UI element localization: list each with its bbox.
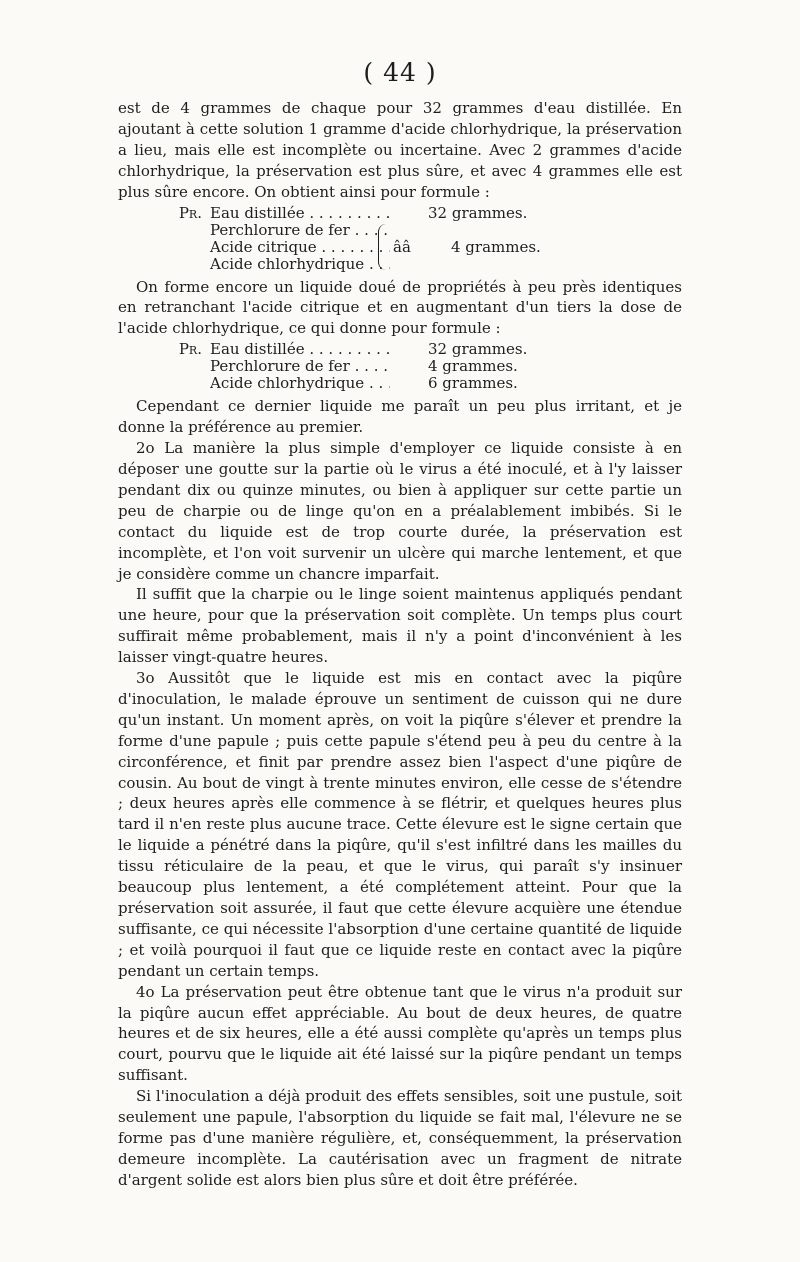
formula-ingredient: Acide citrique . . . [118, 239, 390, 256]
formula-row [118, 375, 682, 392]
formula-aa: ââ [393, 237, 411, 256]
formula-ingredient: Acide chlorhydrique . . . [210, 375, 390, 392]
formula-ingredient: Perchlorure de fer . . . [118, 222, 390, 239]
formula-row [118, 341, 682, 358]
paragraph: Il suffit que la charpie ou le linge soient maintenus appliqués pendant une heure, pour que la préservation soit complète. Un temps plus court suffirait même probablement, mais il n'y a point d'inconvénient à les laisser vingt-quatre heures. [118, 585, 682, 667]
formula-quantity: 4 grammes. [451, 237, 541, 256]
formula-ingredient: Eau distillée . . . [210, 205, 390, 222]
paragraph: 3o Aussitôt que le liquide est mis en contact avec la piqûre d'inoculation, le malade éprouve un sentiment de cuisson qui ne dure qu'un instant. Un moment après, on voit la piqûre s'élever et prendre la forme d'une papule ; puis cette papule s'étend peu à peu du centre à la circonférence, et finit par prendre assez bien l'aspect d'une piqûre de cousin. Au bout de vingt à trente minutes environ, elle cesse de s'étendre ; deux heures après elle commence à se flétrir, et quelques heures plus tard il n'en reste plus aucune trace. Cette élevure est le signe certain que le liquide a pénétré dans la piqûre, qu'il s'est infiltré dans les mailles du tissu réticulaire de la peau, et que le virus, qui paraît s'y insinuer beaucoup plus lentement, a été complétement atteint. Pour que la préservation soit assurée, il faut que cette élevure acquière une étendue suffisante, ce qui nécessite l'absorption d'une certaine quantité de liquide ; et voilà pourquoi il faut que ce liquide reste en contact avec la piqûre pendant un certain temps. [118, 669, 682, 980]
brace-symbol [378, 224, 389, 270]
formula-quantity: 6 grammes. [428, 374, 518, 393]
formula-1 [118, 205, 682, 273]
paragraph: On forme encore un liquide doué de propriétés à peu près identiques en retranchant l'acide citrique et en augmentant d'un tiers la dose de l'acide chlorhydrique, ce qui donne pour formule : [118, 277, 682, 338]
formula-quantity: 32 grammes. [428, 340, 528, 359]
formula-prescription-mark: Pr. [178, 340, 202, 359]
paragraph: Si l'inoculation a déjà produit des effets sensibles, soit une pustule, soit seulement une papule, l'absorption du liquide se fait mal, l'élevure ne se forme pas d'une manière régulière, et, conséquemment, la préservation demeure incomplète. La cautérisation avec un fragment de nitrate d'argent solide est alors bien plus sûre et doit être préférée. [118, 1087, 682, 1189]
formula-row [118, 205, 682, 222]
page-number: ( 44 ) [363, 58, 437, 87]
formula-row [118, 358, 682, 375]
body-text [118, 98, 682, 1191]
formula-quantity: 4 grammes. [428, 357, 518, 376]
paragraph: Cependant ce dernier liquide me paraît un peu plus irritant, et je donne la préférence au premier. [118, 397, 682, 437]
formula-group [118, 222, 682, 273]
paragraph: est de 4 grammes de chaque pour 32 grammes d'eau distillée. En ajoutant à cette solution 1 gramme d'acide chlorhydrique, la préservation a lieu, mais elle est incomplète ou incertaine. Avec 2 grammes d'acide chlorhydrique, la préservation est plus sûre, et avec 4 grammes elle est plus sûre encore. On obtient ainsi pour formule : [118, 99, 682, 201]
formula-ingredient: Eau distillée . . . [210, 341, 390, 358]
paragraph: 2o La manière la plus simple d'employer ce liquide consiste à en déposer une goutte sur la partie où le virus a été inoculé, et à l'y laisser pendant dix ou quinze minutes, ou bien à appliquer sur cette partie un peu de charpie ou de linge qu'on en a préalablement imbibés. Si le contact du liquide est de trop courte durée, la préservation est incomplète, et l'on voit survenir un ulcère qui marche lentement, et que je considère comme un chancre imparfait. [118, 439, 682, 583]
formula-ingredient: Perchlorure de fer . . . [210, 358, 390, 375]
formula-prescription-mark: Pr. [178, 203, 202, 222]
formula-ingredient: Acide chlorhydrique . . . [118, 256, 390, 273]
paragraph: 4o La préservation peut être obtenue tant que le virus n'a produit sur la piqûre aucun effet appréciable. Au bout de deux heures, de quatre heures et de six heures, elle a été aussi complète qu'après un temps plus court, pourvu que le liquide ait été laissé sur la piqûre pendant un temps suffisant. [118, 982, 682, 1085]
formula-2 [118, 341, 682, 392]
formula-quantity: 32 grammes. [428, 203, 528, 222]
